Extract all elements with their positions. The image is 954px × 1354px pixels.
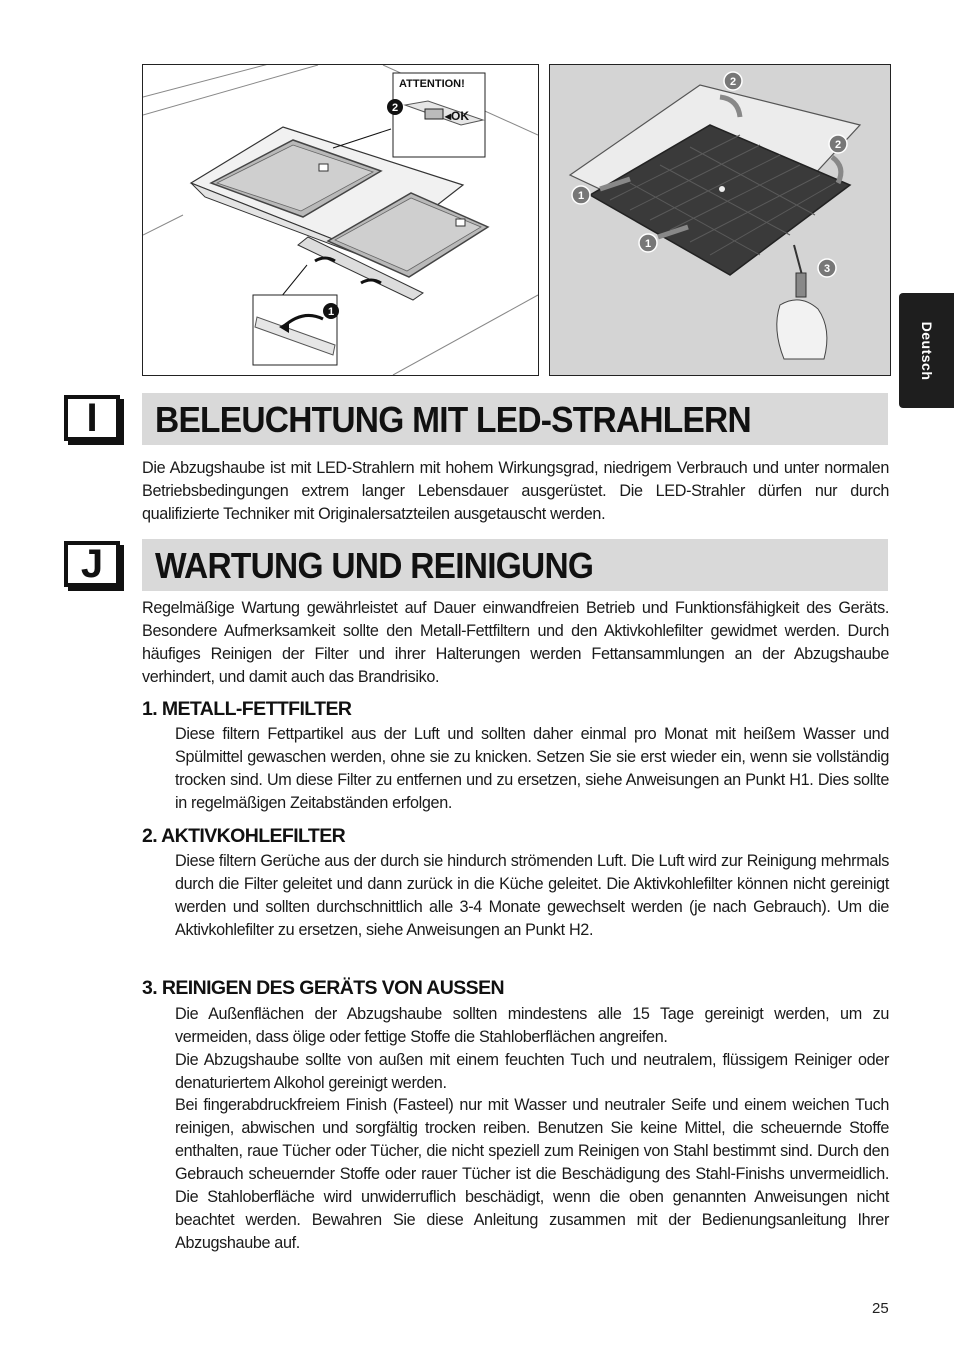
page-number: 25 <box>872 1300 889 1317</box>
right-step-1b: 1 <box>644 238 652 250</box>
section-j-letter: J <box>64 541 120 587</box>
section-i-header <box>142 393 888 445</box>
subsection-3-text-3: Bei fingerabdruckfreiem Finish (Fasteel) nur mit Wasser und neutraler Seife und einem weichen Tuch reinigen, abwischen und sorgfältig trocken reiben. Benutzen Sie keine Mittel, die scheuernde Stoffe enthalten, raue Tücher oder Tücher, die nicht speziell zum Reinigen von Stahl bestimmt sind. Durch den Gebrauch scheuernder Stoffe oder rauer Tücher ist die Beschädigung des Stahl-Finishs unvermeidlich. Die Stahloberfläche wird unwiderruflich beschädigt, wenn die oben genannten Anweisungen nicht beachtet werden. Bewahren Sie diese Anleitung zusammen mit der Bedienungsanleitung Ihrer Abzugshaube auf. <box>175 1096 889 1252</box>
language-tab <box>899 293 954 408</box>
subsection-1-title: 1. METALL-FETTFILTER <box>142 698 352 720</box>
carbon-filter-illustration <box>549 64 891 376</box>
right-step-2b: 2 <box>834 139 842 151</box>
section-j-header <box>142 539 888 591</box>
grease-filter-illustration <box>142 64 539 376</box>
section-i-title: BELEUCHTUNG MIT LED-STRAHLERN <box>155 399 751 440</box>
section-j-title: WARTUNG UND REINIGUNG <box>155 545 594 586</box>
right-step-2a: 2 <box>729 76 737 88</box>
subsection-3-text-1: Die Außenflächen der Abzugshaube sollten mindestens alle 15 Tage gereinigt werden, um zu vermeiden, dass ölige oder fettige Stoffe die Stahloberflächen angreifen. <box>175 1005 889 1046</box>
section-i-letter: I <box>64 395 120 441</box>
subsection-2-title: 2. AKTIVKOHLEFILTER <box>142 825 346 847</box>
subsection-2-text: Diese filtern Gerüche aus der durch sie hindurch strömenden Luft. Die Luft wird zur Reinigung mehrmals durch die Filter geleitet und dann zurück in die Küche geleitet. Die Aktivkohlefilter können nicht gereinigt werden und sollten durchschnittlich alle 3-4 Monate gewechselt werden (je nach Gebrauch). Um die Aktivkohlefilter zu ersetzen, siehe Anweisungen an Punkt H2. <box>175 852 889 939</box>
ok-label: ◂OK <box>445 109 470 123</box>
subsection-3-text-2: Die Abzugshaube sollte von außen mit einem feuchten Tuch und neutralem, flüssigem Reiniger oder denaturiertem Alkohol gereinigt werden. <box>175 1051 889 1092</box>
language-tab-label: Deutsch <box>918 321 935 380</box>
section-i-body: Die Abzugshaube ist mit LED-Strahlern mit hohem Wirkungsgrad, niedrigem Verbrauch und unter normalen Betriebsbedingungen extrem langer Lebensdauer ausgerüstet. Die LED-Strahler dürfen nur durch qualifizierte Techniker mit Originalersatzteilen ausgetauscht werden. <box>142 459 889 523</box>
subsection-1-text: Diese filtern Fettpartikel aus der Luft und sollten daher einmal pro Monat mit heißem Wasser und Spülmittel gewaschen werden, ohne sie zu knicken. Setzen Sie sie erst wieder ein, wenn sie vollständig trocken sind. Um diese Filter zu entfernen und zu ersetzen, siehe Anweisungen an Punkt H1. Dies sollte in regelmäßigen Zeitabständen erfolgen. <box>175 725 889 812</box>
right-step-3: 3 <box>823 263 831 275</box>
step-2-label: 2 <box>391 102 399 114</box>
attention-label: ATTENTION! <box>399 78 465 90</box>
subsection-3-title: 3. REINIGEN DES GERÄTS VON AUSSEN <box>142 977 504 999</box>
step-1-label: 1 <box>327 306 335 318</box>
right-step-1a: 1 <box>577 190 585 202</box>
section-j-intro: Regelmäßige Wartung gewährleistet auf Dauer einwandfreien Betrieb und Funktionsfähigkeit des Geräts. Besondere Aufmerksamkeit sollte den Metall-Fettfiltern und den Aktivkohlefilter gewidmet werden. Durch häufiges Reinigen der Filter und ihrer Halterungen werden Fettansammlungen an der Abzugshaube verhindert, und damit auch das Brandrisiko. <box>142 599 889 686</box>
